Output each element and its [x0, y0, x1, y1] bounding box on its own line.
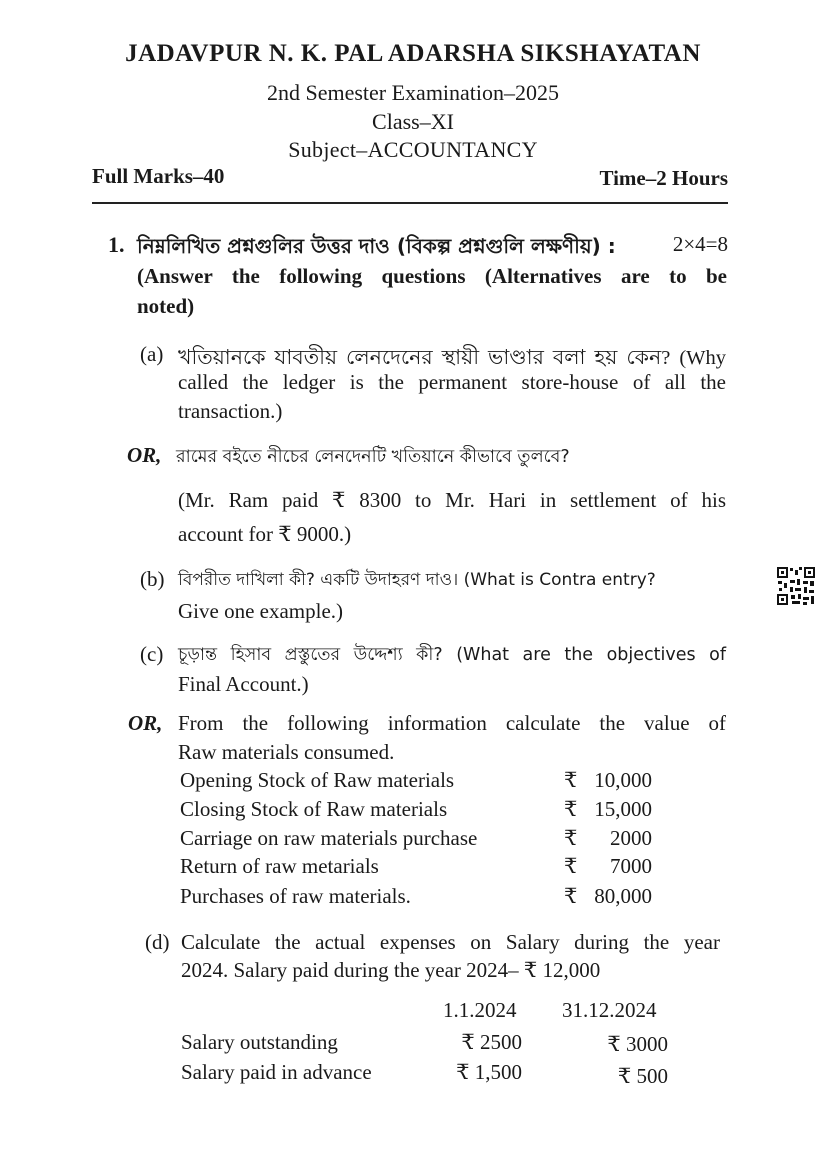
sub-question-c-line1: চূড়ান্ত হিসাব প্রস্তুতের উদ্দেশ্য কী? (What are the objectives of [178, 645, 726, 665]
sub-question-a-line3: transaction.) [178, 399, 283, 423]
school-name: JADAVPUR N. K. PAL ADARSHA SIKSHAYATAN [125, 40, 701, 67]
sub-question-d-line1: Calculate the actual expenses on Salary during the year [181, 930, 720, 954]
question-number: 1. [108, 232, 125, 257]
item-label: Opening Stock of Raw materials [180, 768, 455, 792]
item-label: Return of raw metarials [180, 854, 379, 878]
sub-question-b-line2: Give one example.) [178, 599, 344, 623]
full-marks: Full Marks–40 [92, 164, 225, 188]
alternative-a-line1: (Mr. Ram paid ₹ 8300 to Mr. Hari in settlement of his [178, 488, 726, 512]
table-row [180, 768, 454, 793]
time-allowed: Time–2 Hours [599, 166, 728, 190]
question-marks: 2×4=8 [672, 232, 728, 256]
sub-question-d-line2: 2024. Salary paid during the year 2024– ₹ 12,000 [181, 958, 601, 982]
currency-symbol: ₹ [564, 854, 578, 878]
sub-question-label-b: (b) [140, 567, 165, 591]
or-label-c: OR, [128, 711, 163, 735]
column-header-opening: 1.1.2024 [443, 998, 517, 1022]
question-instruction-bengali: নিম্নলিখিত প্রশ্নগুলির উত্তর দাও (বিকল্প প্রশ্নগুলি লক্ষণীয়) : [137, 234, 616, 258]
salary-row-label: Salary paid in advance [181, 1060, 372, 1084]
sub-question-a-line2: called the ledger is the permanent store-house of all the [178, 370, 726, 394]
table-row [180, 854, 379, 879]
sub-question-c-line2: Final Account.) [178, 672, 309, 696]
alternative-c-line2: Raw materials consumed. [178, 740, 395, 764]
column-header-closing: 31.12.2024 [562, 998, 657, 1022]
class-label: Class–XI [372, 109, 454, 134]
item-amount: 10,000 [594, 768, 652, 792]
currency-symbol: ₹ [564, 768, 578, 792]
salary-row-label: Salary outstanding [181, 1030, 338, 1054]
table-row [180, 826, 477, 851]
item-amount: 15,000 [594, 797, 652, 821]
currency-symbol: ₹ [564, 797, 578, 821]
item-amount: 2000 [610, 826, 652, 850]
item-amount: 80,000 [594, 884, 652, 908]
question-instruction-english-1: (Answer the following questions (Alternatives are to be [137, 264, 727, 288]
qr-code-icon [776, 566, 816, 606]
table-row [180, 884, 411, 909]
sub-question-label-c: (c) [140, 642, 164, 666]
item-label: Carriage on raw materials purchase [180, 826, 478, 850]
item-label: Closing Stock of Raw materials [180, 797, 448, 821]
alternative-c-line1: From the following information calculate the value of [178, 711, 726, 735]
salary-opening-value: ₹ 2500 [461, 1030, 522, 1054]
item-label: Purchases of raw materials. [180, 884, 411, 908]
sub-question-label-a: (a) [140, 342, 164, 366]
table-row [180, 797, 447, 822]
currency-symbol: ₹ [564, 884, 578, 908]
alternative-a-line2: account for ₹ 9000.) [178, 522, 352, 546]
or-label-a: OR, [127, 443, 162, 467]
sub-question-a-text1: খতিয়ানকে যাবতীয় লেনদেনের স্থায়ী ভাণ্ডার বলা হয় কেন? (Why [178, 347, 726, 369]
exam-title: 2nd Semester Examination–2025 [266, 80, 560, 105]
item-amount: 7000 [610, 854, 652, 878]
alternative-a-bengali: রামের বইতে নীচের লেনদেনটি খতিয়ানে কীভাবে তুলবে? [176, 447, 570, 467]
currency-symbol: ₹ [564, 826, 578, 850]
salary-closing-value: ₹ 3000 [607, 1032, 668, 1056]
subject-label: Subject–ACCOUNTANCY [288, 137, 538, 162]
header-divider [92, 202, 728, 204]
salary-opening-value: ₹ 1,500 [456, 1060, 522, 1084]
sub-question-label-d: (d) [145, 930, 170, 954]
question-instruction-english-2: noted) [137, 294, 195, 318]
sub-question-b-line1: বিপরীত দাখিলা কী? একটি উদাহরণ দাও। (What is Contra entry? [178, 570, 656, 590]
salary-closing-value: ₹ 500 [617, 1064, 668, 1088]
